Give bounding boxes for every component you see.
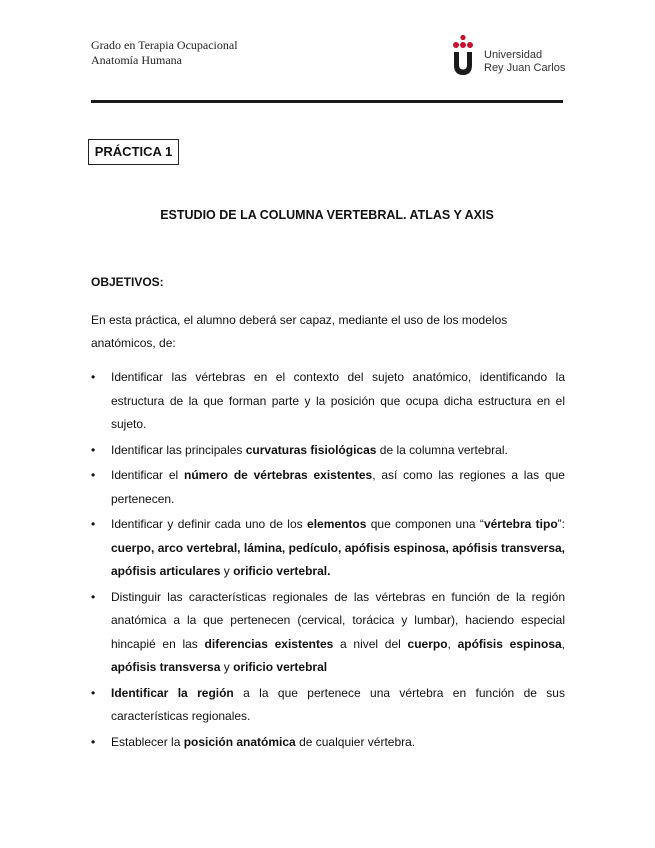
- objective-emphasis: elementos: [307, 517, 367, 531]
- objectives-intro: En esta práctica, el alumno deberá ser capaz, mediante el uso de los modelos anatómicos, de:: [91, 313, 508, 350]
- bullet-icon: •: [91, 517, 96, 531]
- objective-text: y: [220, 564, 234, 578]
- objective-emphasis: cuerpo: [407, 636, 448, 651]
- course-subject: Anatomía Humana: [91, 53, 182, 67]
- objective-text: y: [220, 660, 234, 674]
- bullet-icon: •: [91, 370, 96, 384]
- objective-emphasis: curvaturas fisiológicas: [245, 442, 377, 457]
- objective-item: [91, 513, 565, 584]
- bullet-icon: •: [91, 442, 96, 457]
- course-info: [91, 38, 238, 68]
- bullet-icon: •: [91, 734, 96, 749]
- objective-emphasis: número de vértebras existentes: [184, 468, 373, 482]
- bullet-icon: •: [91, 685, 96, 700]
- course-degree: Grado en Terapia Ocupacional: [91, 38, 238, 52]
- university-name-line2: Rey Juan Carlos: [484, 62, 566, 74]
- university-name-line1: Universidad: [484, 49, 543, 61]
- objective-emphasis: cuerpo, arco vertebral, lámina, pedículo, apófisis espinosa, apófisis transversa, apófisis articulares: [111, 540, 565, 578]
- objective-text: ,: [561, 636, 566, 651]
- objective-text: a nivel del: [333, 636, 408, 651]
- objective-emphasis: orificio vertebral.: [233, 564, 331, 578]
- objective-emphasis: Identificar la región: [111, 685, 234, 700]
- university-logo: [451, 34, 571, 78]
- objective-text: Distinguir las características regionales de las vértebras en función de la región anatómica a la que pertenecen (cervical, torácica y lumbar), haciendo especial hincapié en las: [111, 589, 565, 651]
- objective-text: ”:: [557, 517, 566, 531]
- objective-text: a la que pertenece una vértebra en función de sus características regionales.: [111, 685, 565, 723]
- objective-emphasis: posición anatómica: [183, 734, 296, 749]
- objective-text: Identificar el: [111, 468, 184, 482]
- objective-emphasis: diferencias existentes: [204, 636, 334, 651]
- objective-text: Identificar las vértebras en el contexto del sujeto anatómico, identificando la estructura de la que forman parte y la posición que ocupa dicha estructura en el sujeto.: [111, 370, 565, 431]
- objective-item: [91, 439, 565, 463]
- objective-text: ,: [447, 636, 458, 651]
- objective-text: Identificar las principales: [111, 442, 246, 457]
- university-name: [484, 49, 565, 75]
- objective-emphasis: apófisis transversa: [111, 660, 221, 674]
- practice-label: PRÁCTICA 1: [88, 139, 179, 165]
- objective-emphasis: vértebra tipo: [483, 517, 558, 531]
- objective-text: , así como las regiones a las que pertenecen.: [111, 468, 565, 506]
- header-divider: [91, 100, 563, 103]
- objective-item: [91, 586, 565, 680]
- objective-text: de cualquier vértebra.: [295, 734, 416, 749]
- objective-item: [91, 366, 565, 437]
- objective-item: [91, 731, 565, 755]
- objective-text: de la columna vertebral.: [376, 442, 508, 457]
- objective-emphasis: orificio vertebral: [233, 660, 328, 674]
- objective-text: que componen una “: [366, 517, 484, 531]
- bullet-icon: •: [91, 589, 96, 604]
- objective-text: Identificar y definir cada uno de los: [111, 517, 308, 531]
- objectives-heading: OBJETIVOS:: [91, 275, 164, 289]
- objective-item: [91, 682, 565, 729]
- bullet-icon: •: [91, 468, 96, 482]
- urjc-logo-icon: [451, 34, 475, 76]
- objective-item: [91, 464, 565, 511]
- objective-emphasis: apófisis espinosa: [457, 636, 562, 651]
- objectives-list: [91, 366, 565, 756]
- document-title: ESTUDIO DE LA COLUMNA VERTEBRAL. ATLAS Y AXIS: [160, 208, 494, 222]
- objective-text: Establecer la: [111, 734, 184, 749]
